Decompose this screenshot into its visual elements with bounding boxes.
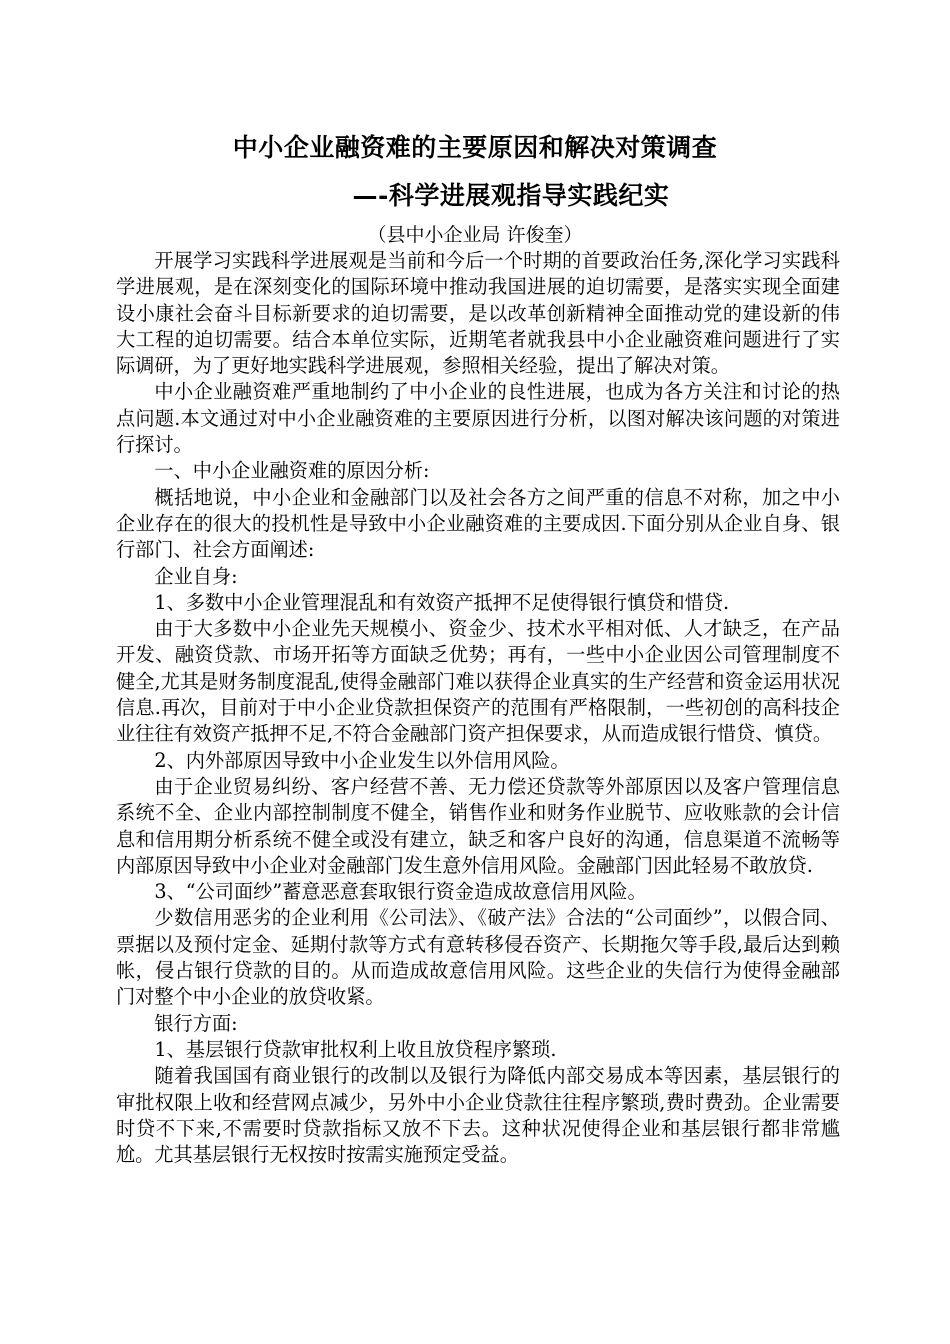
paragraph: 开展学习实践科学进展观是当前和今后一个时期的首要政治任务,深化学习实践科学进展观，是在深刻变化的国际环境中推动我国进展的迫切需要，是落实实现全面建设小康社会奋斗目标新要求的迫切需要，是以改革创新精神全面推动党的建设新的伟大工程的迫切需要。结合本单位实际，近期笔者就我县中小企业融资难问题进行了实际调研，为了更好地实践科学进展观，参照相关经验，提出了解决对策。 — [116, 249, 840, 378]
document-body — [116, 248, 840, 1168]
author-line: （县中小企业局 许俊奎） — [367, 224, 583, 246]
subsection-heading: 企业自身: — [154, 564, 238, 588]
section-heading: 一、中小企业融资难的原因分析: — [154, 459, 430, 483]
point-heading: 1、多数中小企业管理混乱和有效资产抵押不足使得银行慎贷和惜贷. — [154, 590, 730, 614]
paragraph: 少数信用恶劣的企业利用《公司法》、《破产法》合法的“公司面纱”，以假合同、票据以及预付定金、延期付款等方式有意转移侵吞资产、长期拖欠等手段,最后达到赖帐，侵占银行贷款的目的。从而造成故意信用风险。这些企业的失信行为使得金融部门对整个中小企业的放贷收紧。 — [116, 906, 840, 1009]
paragraph: 随着我国国有商业银行的改制以及银行为降低内部交易成本等因素，基层银行的审批权限上收和经营网点减少，另外中小企业贷款往往程序繁琐,费时费劲。企业需要时贷不下来,不需要时贷款指标又放不下去。这种状况使得企业和基层银行都非常尴尬。尤其基层银行无权按时按需实施预定受益。 — [116, 1064, 840, 1167]
paragraph: 概括地说，中小企业和金融部门以及社会各方之间严重的信息不对称，加之中小企业存在的很大的投机性是导致中小企业融资难的主要成因.下面分别从企业自身、银行部门、社会方面阐述: — [116, 485, 840, 562]
point-heading: 3、“公司面纱”蓄意恶意套取银行资金造成故意信用风险。 — [154, 880, 647, 904]
paragraph: 中小企业融资难严重地制约了中小企业的良性进展，也成为各方关注和讨论的热点问题.本文通过对中小企业融资难的主要原因进行分析，以图对解决该问题的对策进行探讨。 — [116, 380, 840, 457]
paragraph: 由于大多数中小企业先天规模小、资金少、技术水平相对低、人才缺乏，在产品开发、融资贷款、市场开拓等方面缺乏优势；再有，一些中小企业因公司管理制度不健全,尤其是财务制度混乱,使得金融部门难以获得企业真实的生产经营和资金运用状况信息.再次，目前对于中小企业贷款担保资产的范围有严格限制，一些初创的高科技企业往往有效资产抵押不足,不符合金融部门资产担保要求，从而造成银行惜贷、慎贷。 — [116, 617, 840, 746]
document-subtitle: —-科学进展观指导实践纪实 — [352, 181, 670, 210]
paragraph: 由于企业贸易纠纷、客户经营不善、无力偿还贷款等外部原因以及客户管理信息系统不全、企业内部控制制度不健全，销售作业和财务作业脱节、应收账款的会计信息和信用期分析系统不健全或没有建立，缺乏和客户良好的沟通，信息渠道不流畅等内部原因导致中小企业对金融部门发生意外信用风险。金融部门因此轻易不敢放贷. — [116, 774, 840, 877]
subsection-heading: 银行方面: — [154, 1011, 238, 1035]
point-heading: 2、内外部原因导致中小企业发生以外信用风险。 — [154, 748, 570, 772]
document-title: 中小企业融资难的主要原因和解决对策调查 — [232, 133, 718, 162]
point-heading: 1、基层银行贷款审批权利上收且放贷程序繁琐. — [154, 1037, 557, 1061]
